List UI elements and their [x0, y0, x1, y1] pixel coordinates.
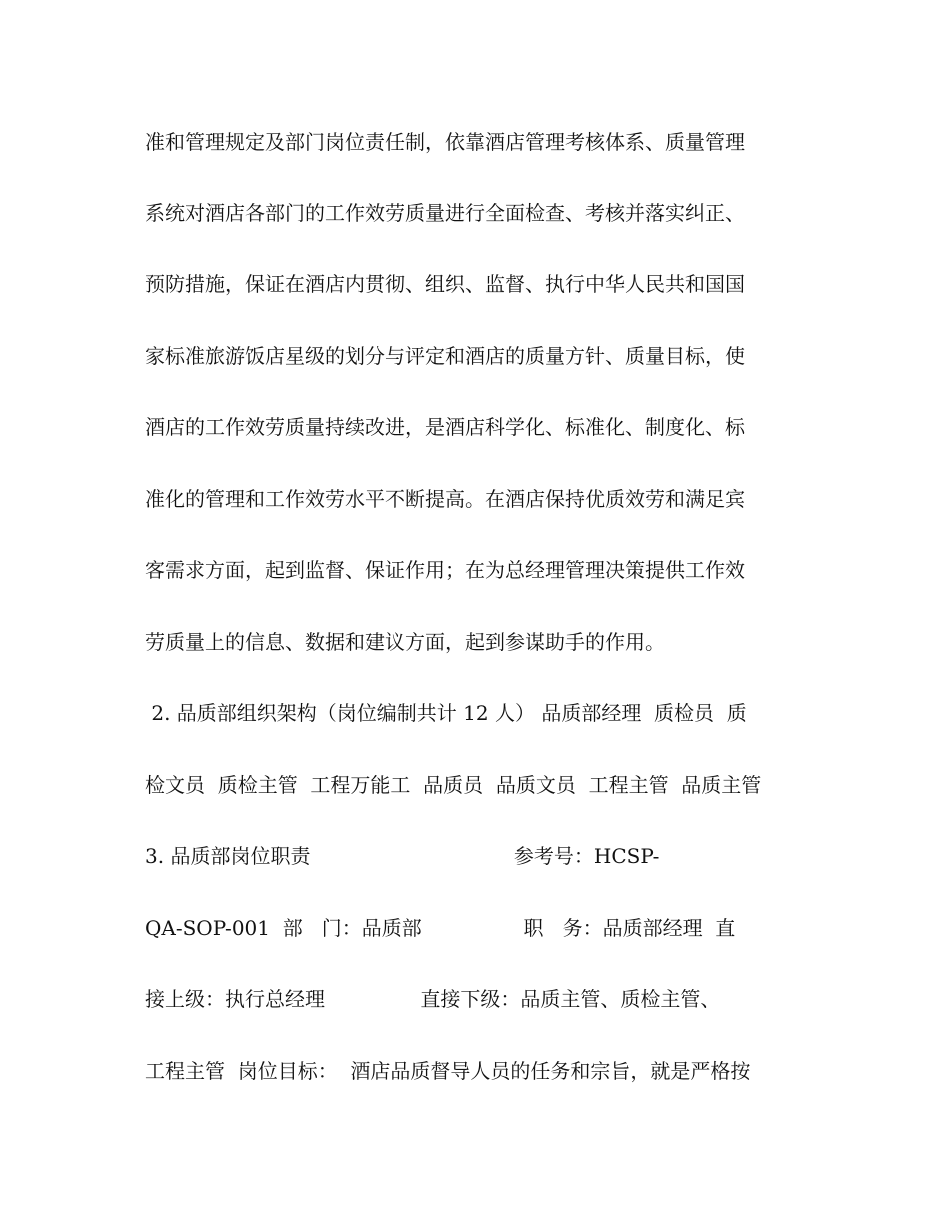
text-line: 家标准旅游饭店星级的划分与评定和酒店的质量方针、质量目标，使	[145, 344, 745, 368]
text-line: 工程主管 岗位目标： 酒店品质督导人员的任务和宗旨，就是严格按	[145, 1059, 751, 1083]
text-line: 预防措施，保证在酒店内贯彻、组织、监督、执行中华人民共和国国	[145, 272, 745, 296]
text-line: 准化的管理和工作效劳水平不断提高。在酒店保持优质效劳和满足宾	[145, 487, 745, 511]
text-line: 接上级：执行总经理 直接下级：品质主管、质检主管、	[145, 987, 721, 1011]
text-line: 酒店的工作效劳质量持续改进，是酒店科学化、标准化、制度化、标	[145, 415, 745, 439]
text-line: QA-SOP-001 部 门：品质部 职 务：品质部经理 直	[145, 916, 736, 940]
text-line: 检文员 质检主管 工程万能工 品质员 品质文员 工程主管 品质主管	[145, 773, 762, 797]
text-line: 劳质量上的信息、数据和建议方面，起到参谋助手的作用。	[145, 630, 665, 654]
section-heading-org-structure: 2. 品质部组织架构（岗位编制共计 12 人） 品质部经理 质检员 质	[145, 701, 747, 725]
text-line: 客需求方面，起到监督、保证作用；在为总经理管理决策提供工作效	[145, 558, 745, 582]
text-line: 系统对酒店各部门的工作效劳质量进行全面检查、考核并落实纠正、	[145, 201, 745, 225]
text-line: 准和管理规定及部门岗位责任制，依靠酒店管理考核体系、质量管理	[145, 130, 745, 154]
section-heading-responsibilities: 3. 品质部岗位职责 参考号：HCSP-	[145, 844, 660, 868]
